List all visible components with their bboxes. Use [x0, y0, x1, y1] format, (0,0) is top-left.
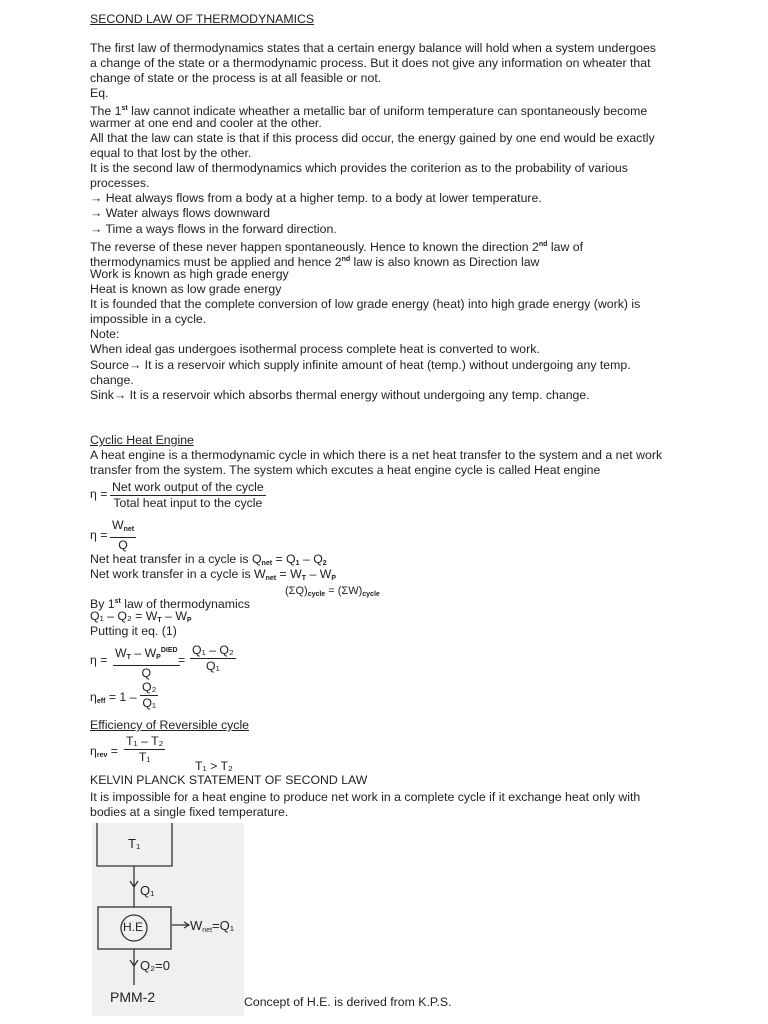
paragraph-line: Work is known as high grade energy — [90, 267, 289, 281]
paragraph-line: processes. — [90, 176, 150, 190]
section-heading-reversible: Efficiency of Reversible cycle — [90, 718, 250, 732]
equals-sign: = — [178, 653, 186, 667]
paragraph-line: thermodynamics must be applied and hence 2nd law is also known as Direction law — [90, 255, 540, 269]
wnet-fraction: $W_{net}$ Q — [112, 518, 135, 552]
section-heading-cyclic: Cyclic Heat Engine — [90, 433, 194, 447]
efficiency-heat-fraction: $\frac{\text{Q₁ – Q₂}}{\text{Q₁}}$ — [192, 643, 234, 673]
paragraph-line: Note: — [90, 327, 120, 341]
paragraph-line: warmer at one end and cooler at the other. — [90, 116, 322, 130]
eta-symbol: η = — [90, 528, 108, 542]
work-output-label: $W_{net}=Q_1$ — [190, 918, 235, 934]
paragraph-line: A heat engine is a thermodynamic cycle in which there is a net heat transfer to the system and a net work — [90, 448, 663, 462]
paragraph-line: equal to that lost by the other. — [90, 146, 252, 160]
diagram-caption: Concept of H.E. is derived from K.P.S. — [244, 995, 452, 1009]
bullet-line: → Time a ways flows in the forward direction. — [90, 222, 337, 236]
efficiency-formula: $\eta_{eff} = 1$ – — [90, 690, 137, 705]
paragraph-line: impossible in a cycle. — [90, 312, 207, 326]
paragraph-line: The 1st law cannot indicate wheather a metallic bar of uniform temperature can spontaneously become — [90, 104, 648, 118]
paragraph-line: a change of the state or a thermodynamic process. But it does not give any information on wheater that — [90, 56, 651, 70]
heat-input-label: Q₁ — [140, 883, 155, 898]
paragraph-line: It is the second law of thermodynamics which provides the coriterion as to the probability of various — [90, 161, 628, 175]
heat-engine-label: H.E — [123, 920, 144, 934]
efficiency-fraction: Net work output of the cycle Total heat input to the cycle — [112, 480, 264, 510]
pmm2-diagram — [92, 823, 244, 1016]
reservoir-label: T₁ — [128, 836, 141, 851]
heat-ratio-fraction: $\frac{\text{Q₂}}{\text{Q₁}}$ — [142, 680, 157, 710]
paragraph-line: Source→ It is a reservoir which supply infinite amount of heat (temp.) without undergoing any temp. — [90, 358, 631, 372]
paragraph-line: Heat is known as low grade energy — [90, 282, 282, 296]
temperature-fraction: $\frac{\text{T₁ – T₂}}{\text{T₁}}$ — [126, 734, 164, 764]
net-heat-line: Net heat transfer in a cycle is $Q_{net} = Q_1 - Q_2$ — [90, 552, 327, 567]
net-work-line: Net work transfer in a cycle is $W_{net} = W_T - W_P$ — [90, 567, 336, 582]
document-title: SECOND LAW OF THERMODYNAMICS — [90, 12, 315, 26]
putting-line: Putting it eq. (1) — [90, 624, 177, 638]
paragraph-line: When ideal gas undergoes isothermal process complete heat is converted to work. — [90, 342, 540, 356]
efficiency-work-fraction: $W_T - W_P^{DIED}$ Q — [113, 643, 180, 681]
cycle-sum-equation: $(\Sigma Q)_{cycle} = (\Sigma W)_{cycle}$ — [285, 585, 380, 598]
section-heading-kelvin-planck: KELVIN PLANCK STATEMENT OF SECOND LAW — [90, 773, 368, 787]
temperature-condition: T₁ > T₂ — [195, 759, 233, 773]
paragraph-line: The reverse of these never happen spontaneously. Hence to known the direction 2nd law of — [90, 240, 583, 254]
paragraph-line: The first law of thermodynamics states that a certain energy balance will hold when a system undergoes — [90, 41, 656, 55]
paragraph-line: It is impossible for a heat engine to produce net work in a complete cycle if it exchange heat only with — [90, 790, 641, 804]
paragraph-line: Eq. — [90, 86, 109, 100]
paragraph-line: Sink→ It is a reservoir which absorbs thermal energy without undergoing any temp. change. — [90, 388, 590, 402]
pmm2-label: PMM-2 — [110, 989, 156, 1005]
paragraph-line: All that the law can state is that if this process did occur, the energy gained by one end would be exactly — [90, 131, 655, 145]
paragraph-line: change. — [90, 373, 134, 387]
bullet-line: → Heat always flows from a body at a higher temp. to a body at lower temperature. — [90, 191, 542, 205]
eta-symbol: η = — [90, 653, 108, 667]
first-law-line: By 1st law of thermodynamics — [90, 597, 251, 611]
paragraph-line: change of state or the process is at all feasible or not. — [90, 71, 382, 85]
paragraph-line: It is founded that the complete conversion of low grade energy (heat) into high grade energy (work) is — [90, 297, 641, 311]
bullet-line: → Water always flows downward — [90, 206, 270, 220]
reversible-efficiency-formula: $\eta_{rev}$ = — [90, 744, 118, 759]
eta-symbol: η = — [90, 487, 108, 501]
paragraph-line: bodies at a single fixed temperature. — [90, 805, 289, 819]
heat-work-equation: $Q_1 - Q_2 = W_T - W_P$ — [90, 609, 192, 624]
paragraph-line: transfer from the system. The system which excutes a heat engine cycle is called Heat engine — [90, 463, 601, 477]
heat-rejected-label: Q₂=0 — [140, 958, 170, 973]
